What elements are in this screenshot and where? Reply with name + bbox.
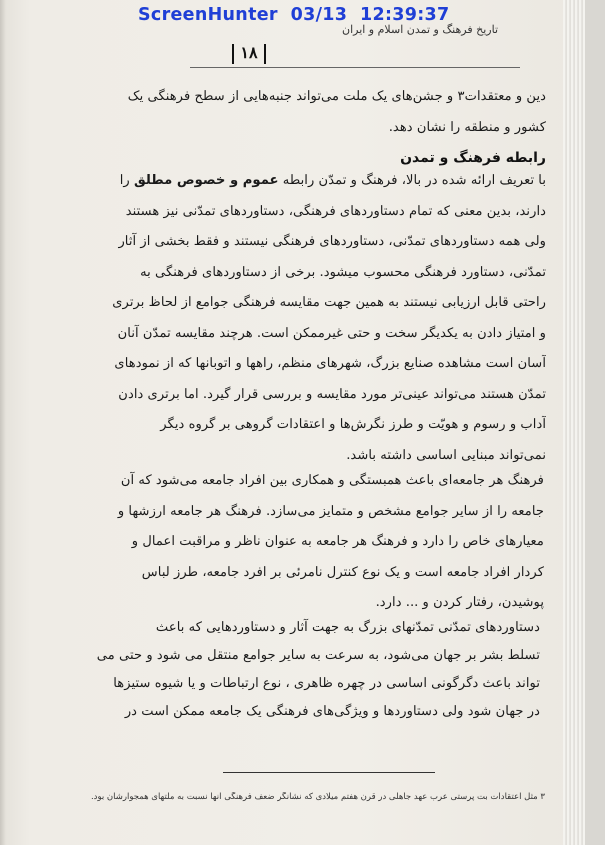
screenshot-capture-label: ScreenHunter 03/13 12:39:37 xyxy=(138,5,450,25)
page-number: ۱۸ xyxy=(240,43,258,62)
text-line: تواند باعث دگرگونی اساسی در چهره ظاهری ، نوع ارتباطات و یا شیوه ستیزها xyxy=(113,676,540,691)
header-rule xyxy=(190,67,520,68)
text-line: فرهنگ هر جامعه‌ای باعث همبستگی و همکاری بین افراد جامعه می‌شود که آن xyxy=(120,473,544,488)
running-head: تاریخ فرهنگ و تمدن اسلام و ایران xyxy=(341,23,499,36)
text-line: جامعه را از سایر جوامع مشخص و متمایز می‌سازد. فرهنگ هر جامعه ارزشها و xyxy=(117,503,544,519)
section-heading: رابطه فرهنگ و تمدن xyxy=(400,150,546,166)
text-line: کردار افراد جامعه است و یک نوع کنترل نامرئی بر افرد جامعه، طرز لباس xyxy=(141,564,544,580)
paragraph-civilization-achievements xyxy=(26,614,540,726)
text-run: با تعریف ارائه شده در بالا، فرهنگ و تمدّن رابطه xyxy=(282,173,546,188)
text-line: تسلط بشر بر جهان می‌شود، به سرعت به سایر جوامع منتقل می شود و حتی می‌ xyxy=(96,648,540,663)
text-run: را xyxy=(119,173,130,188)
text-line: تمدّنی، دستاورد فرهنگی محسوب میشود. برخی از دستاوردهای فرهنگی به xyxy=(140,264,546,280)
text-line: تمدّن هستند می‌تواند عینی‌تر مورد مقایسه و بررسی قرار گیرد. اما برتری دادن xyxy=(118,386,546,402)
text-line: دستاوردهای تمدّنی تمدّنهای بزرگ به جهت آثار و دستاوردهایی که باعث xyxy=(155,620,540,635)
intro-paragraph xyxy=(40,82,546,143)
text-line: ولی همه دستاوردهای تمدّنی، دستاوردهای فرهنگی نیستند و فقط بخشی از آثار xyxy=(118,234,546,249)
text-line: نمی‌تواند مبنایی اساسی داشته باشد. xyxy=(346,447,546,463)
page-number-bar-right xyxy=(264,44,266,64)
paragraph-relation xyxy=(32,166,546,471)
text-line: در جهان شود ولی دستاوردها و ویژگی‌های فرهنگی یک جامعه ممکن است در xyxy=(124,704,540,719)
text-line: معیارهای خاص را دارد و فرهنگ هر جامعه به عنوان ناظر و مراقبت اعمال و xyxy=(131,534,544,549)
text-line: راحتی قابل ارزیابی نیستند به همین جهت مقایسه فرهنگی جوامع از لحاظ برتری xyxy=(112,295,546,310)
text-line xyxy=(32,166,546,197)
text-line: آداب و رسوم و هویّت و طرز نگرش‌ها و اعتقادات گروهی بر گروه دیگر xyxy=(160,417,546,432)
text-line: و امتیاز دادن به یکدیگر سخت و حتی غیرممکن است. هرچند مقایسه تمدّن آنان xyxy=(117,325,546,341)
text-line: پوشیدن، رفتار کردن و ... دارد. xyxy=(375,595,544,610)
emphasis-term: عموم و خصوص مطلق xyxy=(134,173,279,188)
footnote-rule xyxy=(223,772,435,773)
footnote: ۳ مثل اعتقادات بت پرستی عرب عهد جاهلی در قرن هفتم میلادی که نشانگر ضعف فرهنگی آنها نسبت به ملتهای همجوارشان بود. xyxy=(90,792,545,802)
page-edge-stack xyxy=(563,0,585,845)
text-line: آسان است مشاهده صنایع بزرگ، شهرهای منظم، راهها و اتوبانها که از نمودهای xyxy=(114,356,546,371)
text-line: دارند، بدین معنی که تمام دستاوردهای فرهنگی، دستاوردهای تمدّنی نیز هستند xyxy=(125,203,546,219)
text-line: دین و معتقدات۳ و جشن‌های یک ملت می‌تواند جنبه‌هایی از سطح فرهنگی یک xyxy=(127,89,546,104)
paragraph-culture-cohesion xyxy=(30,466,544,619)
text-line: کشور و منطقه را نشان دهد. xyxy=(388,119,546,135)
